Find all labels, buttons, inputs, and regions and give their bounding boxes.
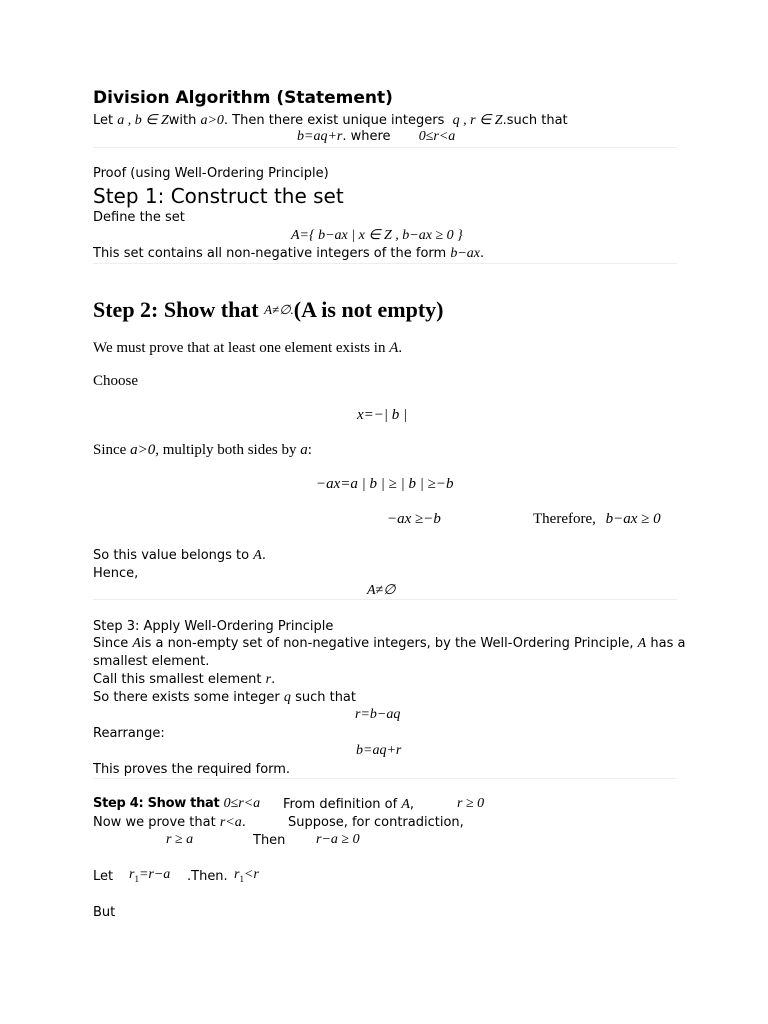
step3-call <box>93 672 275 688</box>
therefore-line <box>533 511 661 528</box>
statement-text: From definition of <box>283 797 398 812</box>
r-nonnegative: r ≥ 0 <box>457 796 485 811</box>
proof-label: Proof (using Well-Ordering Principle) <box>93 166 329 181</box>
math-expression: <r <box>243 867 259 882</box>
statement-text: is a non-empty set of non-negative integers, by the Well-Ordering Principle, <box>140 636 634 651</box>
math-expression: a>0 <box>200 113 224 128</box>
statement-text: . <box>480 246 485 261</box>
section-divider <box>93 147 677 148</box>
step3-heading: Step 3: Apply Well-Ordering Principle <box>93 619 334 634</box>
math-expression: a , b ∈ Z <box>117 113 169 128</box>
step4-heading <box>93 796 260 812</box>
math-expression: 0≤r<a <box>223 796 261 811</box>
step3-rearrange: Rearrange: <box>93 726 165 741</box>
statement-text: Since <box>93 636 129 651</box>
b-expression: b=aq+r <box>356 743 402 758</box>
r1-definition <box>129 867 170 884</box>
step4-then: Then <box>253 833 286 848</box>
step2-heading-text: (A is not empty) <box>293 297 444 322</box>
statement-text: has a <box>650 636 686 651</box>
statement-text: . <box>241 815 246 830</box>
statement-text: , multiply both sides by <box>155 442 297 458</box>
statement-text: This set contains all non-negative integers of the form <box>93 246 447 261</box>
step1-description <box>93 246 484 262</box>
math-expression: A <box>637 636 647 651</box>
math-expression: b=aq+r <box>297 129 343 144</box>
math-expression: a <box>300 442 308 458</box>
math-expression: A≠∅. <box>264 302 294 317</box>
r-minus-a: r−a ≥ 0 <box>316 832 360 847</box>
step4-then-2: .Then. <box>187 869 228 884</box>
math-expression: r<a <box>219 815 242 830</box>
math-expression: =r−a <box>138 867 171 882</box>
step2-choose: Choose <box>93 373 138 389</box>
step4-let: Let <box>93 869 114 884</box>
statement-text: : <box>307 442 312 458</box>
math-expression: A <box>132 636 141 651</box>
math-expression: A <box>253 548 262 563</box>
step4-suppose: Suppose, for contradiction, <box>288 815 464 830</box>
math-subscript: 1 <box>239 873 244 884</box>
page-title: Division Algorithm (Statement) <box>93 88 393 108</box>
step3-proves: This proves the required form. <box>93 762 291 777</box>
step2-heading-text: Step 2: Show that <box>93 297 259 322</box>
section-divider <box>93 599 677 600</box>
math-expression: q , r ∈ Z <box>452 113 503 128</box>
step2-heading <box>93 297 444 323</box>
statement-text: . <box>271 672 276 687</box>
statement-text: So there exists some integer <box>93 690 280 705</box>
r-ge-a: r ≥ a <box>166 832 194 847</box>
math-expression: r <box>129 867 135 882</box>
step2-since <box>93 442 312 459</box>
step2-must-prove <box>93 340 402 357</box>
r-expression: r=b−aq <box>355 707 401 722</box>
statement-text: such that <box>295 690 356 705</box>
statement-text: . <box>398 340 403 356</box>
statement-text: . Then there exist unique integers <box>223 113 445 128</box>
math-expression: r <box>234 867 240 882</box>
section-divider <box>93 778 677 779</box>
step2-belongs <box>93 548 266 564</box>
step4-but: But <box>93 905 116 920</box>
step4-heading-text: Step 4: Show that <box>93 796 220 811</box>
step4-from-definition <box>283 797 414 813</box>
set-definition: A={ b−ax | x ∈ Z , b−ax ≥ 0 } <box>291 228 463 243</box>
math-expression: A <box>389 340 399 356</box>
step2-hence: Hence, <box>93 566 139 581</box>
math-expression: A <box>401 797 410 812</box>
statement-text: Since <box>93 442 127 458</box>
statement-line-2 <box>297 129 455 145</box>
inequality-2: −ax ≥−b <box>387 511 441 527</box>
section-divider <box>93 263 677 264</box>
statement-line-1 <box>93 112 568 129</box>
statement-text: . where <box>342 129 391 144</box>
step3-since-continued: smallest element. <box>93 654 210 669</box>
statement-text: , <box>409 797 415 812</box>
statement-text: . <box>261 548 266 563</box>
statement-text: .such that <box>502 113 568 128</box>
nonempty-expression: A≠∅ <box>367 583 396 598</box>
statement-text: So this value belongs to <box>93 548 250 563</box>
step1-heading: Step 1: Construct the set <box>93 184 344 208</box>
math-expression: r <box>265 672 272 687</box>
step4-now-prove <box>93 815 246 831</box>
math-subscript: 1 <box>134 873 139 884</box>
statement-text: Call this smallest element <box>93 672 262 687</box>
step3-since <box>93 636 685 652</box>
statement-text: Let <box>93 113 114 128</box>
statement-text: with <box>168 113 197 128</box>
math-expression: 0≤r<a <box>418 129 456 144</box>
statement-text: Therefore, <box>533 511 596 527</box>
step1-define: Define the set <box>93 210 185 225</box>
r1-less-than-r <box>234 867 259 884</box>
step3-exists <box>93 690 356 706</box>
statement-text: We must prove that at least one element exists in <box>93 340 386 356</box>
math-expression: b−ax ≥ 0 <box>605 511 661 527</box>
inequality-1: −ax=a | b | ≥ | b | ≥−b <box>316 476 454 492</box>
math-expression: a>0 <box>130 442 156 458</box>
math-expression: b−ax <box>450 246 480 261</box>
x-definition: x=−| b | <box>357 407 408 423</box>
statement-text: Now we prove that <box>93 815 216 830</box>
math-expression: q <box>283 690 291 705</box>
